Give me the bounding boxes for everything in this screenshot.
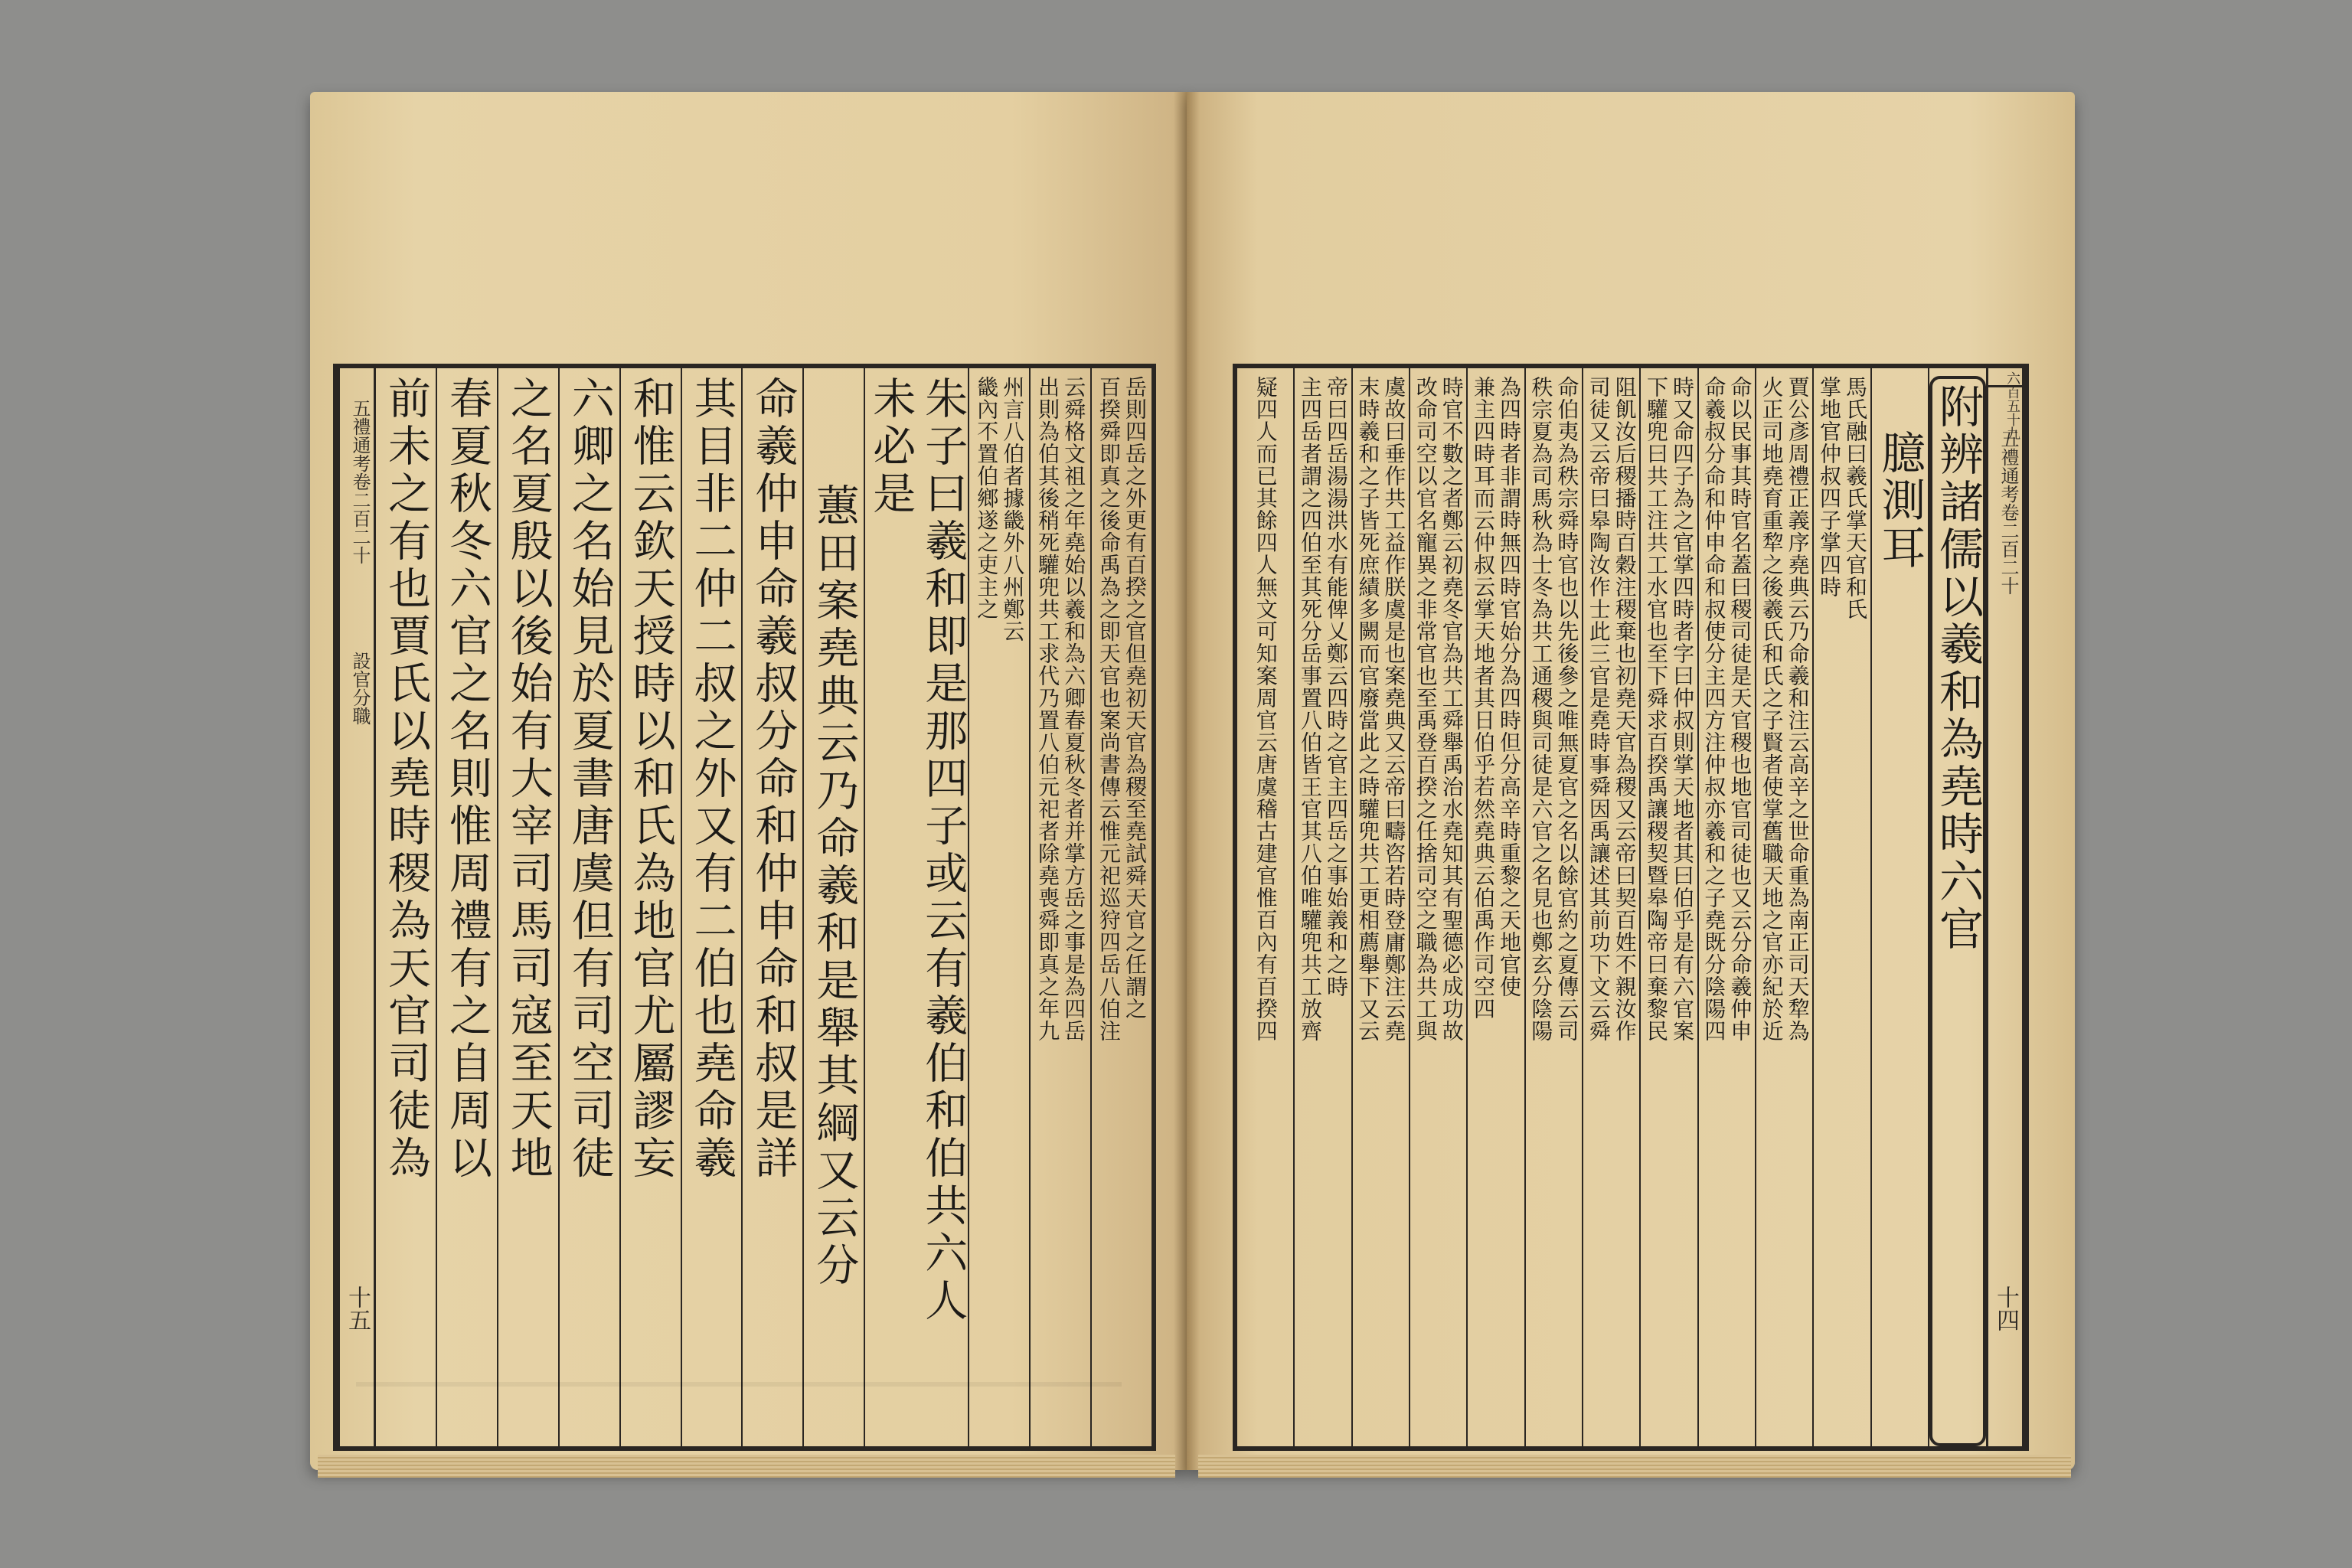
text-line: 馬氏融曰羲氏掌天官和氏	[1843, 376, 1868, 620]
text-line: 帝曰四岳湯湯洪水有能俾乂鄭云四時之官主四岳之事始義和之時	[1324, 376, 1350, 998]
text-line: 岳則四岳之外更有百揆之官但堯初天官為稷至堯試舜天官之任謂之	[1122, 376, 1148, 1020]
text-line: 附辨諸儒以羲和為堯時六官	[1932, 384, 1984, 953]
text-line: 未必是	[866, 376, 916, 518]
text-line: 賈公彥周禮正義序堯典云乃命羲和注云高辛之世命重為南正司天犂為	[1785, 376, 1811, 1042]
text-line: 兼主四時耳而云仲叔云掌天地者其日伯乎若然堯典云伯禹作司空四	[1471, 376, 1497, 1020]
right-page-column	[1524, 368, 1582, 1446]
right-page	[1187, 92, 2075, 1470]
left-page-column	[497, 368, 558, 1446]
right-page-count: 六百五十九	[2004, 371, 2020, 440]
text-line: 為四時者非謂時無四時官始分為四時但分高辛時重黎之天地官使	[1497, 376, 1523, 998]
text-line: 出則為伯其後稍死驩兜共工求代乃置八伯元祀者除堯喪舜即真之年九	[1035, 376, 1061, 1042]
left-page-column	[741, 368, 802, 1446]
right-page-column	[1466, 368, 1524, 1446]
text-line: 百揆舜即真之後命禹為之即天官也案尚書傳云惟元祀巡狩四岳八伯注	[1096, 376, 1122, 1042]
text-line: 和惟云欽天授時以和氏為地官尤屬謬妄	[626, 376, 676, 1183]
text-line: 蕙田案堯典云乃命羲和是舉其綱又云分	[809, 483, 860, 1290]
right-page-frame	[1233, 364, 2029, 1451]
right-folio-number: 十四	[1992, 1285, 2019, 1331]
paper-stain	[356, 1382, 1122, 1387]
right-page-column	[1582, 368, 1639, 1446]
right-page-column	[1812, 368, 1870, 1446]
left-page-frame	[333, 364, 1156, 1451]
text-line: 時官不數之者鄭云初堯冬官為共工舜舉禹治水堯知其有聖德必成功故	[1439, 376, 1465, 1042]
text-line: 虞故曰垂作共工益作朕虞是也案堯典又云帝曰疇咨若時登庸鄭注云堯	[1381, 376, 1407, 1042]
text-line: 時又命四子為之官掌四時者字曰仲叔則掌天地者其曰伯乎是有六官案	[1670, 376, 1696, 1042]
text-line: 下驩兜曰共工注共工水官也至下舜求百揆禹讓稷契暨皋陶帝曰棄黎民	[1644, 376, 1670, 1042]
text-line: 前未之有也賈氏以堯時稷為天官司徒為	[381, 376, 431, 1183]
left-page-column	[619, 368, 681, 1446]
right-page-column	[1639, 368, 1697, 1446]
text-line: 臆測耳	[1873, 430, 1926, 572]
left-page-column	[1090, 368, 1152, 1446]
text-line: 命伯夷為秩宗舜時官也以先後參之唯無夏官之名以餘官約之夏傳云司	[1554, 376, 1580, 1042]
right-page-column	[1237, 368, 1293, 1446]
left-section-title: 設官分職	[349, 652, 371, 725]
left-page-column	[1029, 368, 1090, 1446]
text-line: 改命司空以官名寵異之非常官也至禹登百揆之任捨司空之職為共工與	[1413, 376, 1439, 1042]
left-folio-number: 十五	[344, 1285, 371, 1331]
open-book	[310, 92, 2071, 1501]
left-running-title: 五禮通考卷二百二十	[349, 399, 371, 564]
text-line: 州言八伯者據畿外八州鄭云	[1000, 376, 1026, 642]
text-line: 其目非二仲二叔之外又有二伯也堯命羲	[687, 376, 737, 1183]
text-line: 畿內不置伯鄉遂之吏主之	[974, 376, 1000, 620]
text-line: 朱子曰羲和即是那四子或云有羲伯和伯共六人	[918, 376, 969, 1325]
right-text-columns	[1237, 368, 1986, 1446]
left-page-column	[802, 368, 864, 1446]
left-page-column	[558, 368, 619, 1446]
right-page-edges	[1198, 1455, 2071, 1478]
right-running-title: 五禮通考卷二百二十	[1998, 430, 2019, 595]
left-page-edges	[318, 1455, 1175, 1478]
left-page-column	[864, 368, 968, 1446]
left-page-column	[681, 368, 742, 1446]
left-text-columns	[376, 368, 1152, 1446]
right-page-column	[1697, 368, 1755, 1446]
right-block-heart	[1986, 368, 2024, 1446]
text-line: 主四岳者謂之四伯至其死分岳事置八伯皆王官其八伯唯驩兜共工放齊	[1298, 376, 1324, 1042]
boxed-heading	[1929, 376, 1986, 1446]
text-line: 命羲叔分命和仲申命和叔使分主四方注仲叔亦羲和之子堯既分陰陽四	[1701, 376, 1727, 1042]
text-line: 秩宗夏為司馬秋為士冬為共工通稷與司徒是六官之名見也鄭玄分陰陽	[1528, 376, 1554, 1042]
text-line: 阻飢汝后稷播時百穀注稷棄也初堯天官為稷又云帝曰契百姓不親汝作	[1612, 376, 1638, 1042]
left-block-heart	[338, 368, 376, 1446]
text-line: 之名夏殷以後始有大宰司馬司寇至天地	[503, 376, 554, 1183]
text-line: 春夏秋冬六官之名則惟周禮有之自周以	[442, 376, 492, 1183]
left-page-column	[436, 368, 497, 1446]
text-line: 六卿之名始見於夏書唐虞但有司空司徒	[564, 376, 615, 1183]
text-line: 掌地官仲叔四子掌四時	[1817, 376, 1842, 598]
text-line: 疑四人而已其餘四人無文可知案周官云唐虞稽古建官惟百內有百揆四	[1253, 376, 1279, 1042]
text-line: 司徒又云帝曰皋陶汝作士此三官是堯時事舜因禹讓述其前功下文云舜	[1586, 376, 1612, 1042]
left-page-column	[968, 368, 1029, 1446]
left-page-column	[376, 368, 436, 1446]
text-line: 云舜格文祖之年堯始以羲和為六卿春夏秋冬者并掌方岳之事是為四岳	[1061, 376, 1087, 1042]
text-line: 命羲仲申命羲叔分命和仲申命和叔是詳	[748, 376, 799, 1183]
text-line: 火正司地堯育重犂之後羲氏和氏之子賢者使掌舊職天地之官亦紀於近	[1759, 376, 1785, 1042]
right-page-column	[1409, 368, 1466, 1446]
book-gutter	[1174, 92, 1200, 1470]
right-page-column	[1928, 368, 1986, 1446]
left-page	[310, 92, 1187, 1470]
text-line: 末時羲和之子皆死庶績多闕而官廢當此之時驩兜共工更相薦舉下又云	[1355, 376, 1381, 1042]
right-page-column	[1351, 368, 1409, 1446]
right-page-column	[1870, 368, 1928, 1446]
text-line: 命以民事其時官名蓋曰稷司徒是天官稷也地官司徒也又云分命羲仲申	[1727, 376, 1753, 1042]
right-page-column	[1293, 368, 1351, 1446]
right-page-column	[1755, 368, 1812, 1446]
